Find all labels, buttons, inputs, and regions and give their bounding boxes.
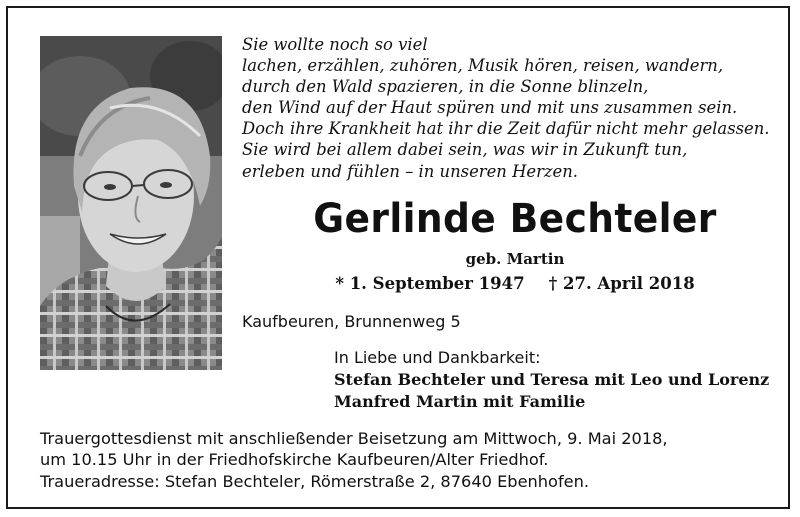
poem-line: durch den Wald spazieren, in die Sonne blinzeln, [242, 77, 649, 97]
service-line: um 10.15 Uhr in der Friedhofskirche Kaufbeuren/Alter Friedhof. [40, 450, 549, 469]
mourners-block [334, 347, 769, 413]
residence-address: Kaufbeuren, Brunnenweg 5 [242, 312, 461, 331]
death-date: † 27. April 2018 [548, 274, 695, 293]
funeral-service-info [40, 428, 780, 470]
poem-line: den Wind auf der Haut spüren und mit uns zusammen sein. [242, 98, 738, 118]
poem-line: Doch ihre Krankheit hat ihr die Zeit dafür nicht mehr gelassen. [242, 119, 770, 139]
mourner-family: Manfred Martin mit Familie [334, 392, 586, 411]
memorial-poem [242, 34, 772, 182]
birth-name: geb. Martin [465, 250, 565, 268]
poem-line: Sie wollte noch so viel [242, 35, 428, 54]
condolence-address: Traueradresse: Stefan Bechteler, Römerstraße 2, 87640 Ebenhofen. [40, 472, 590, 491]
mourner-family: Stefan Bechteler und Teresa mit Leo und Lorenz [334, 370, 770, 389]
poem-line: Sie wird bei allem dabei sein, was wir in Zukunft tun, [242, 140, 688, 160]
birth-date: * 1. September 1947 [335, 274, 525, 293]
poem-line: lachen, erzählen, zuhören, Musik hören, reisen, wandern, [242, 56, 724, 76]
mourners-intro: In Liebe und Dankbarkeit: [334, 348, 541, 367]
poem-line: erleben und fühlen – in unseren Herzen. [242, 161, 579, 181]
deceased-name: Gerlinde Bechteler [313, 196, 717, 242]
portrait-photo [40, 36, 222, 370]
service-line: Trauergottesdienst mit anschließender Beisetzung am Mittwoch, 9. Mai 2018, [40, 429, 668, 448]
portrait-image [40, 36, 222, 370]
life-dates [240, 274, 790, 293]
